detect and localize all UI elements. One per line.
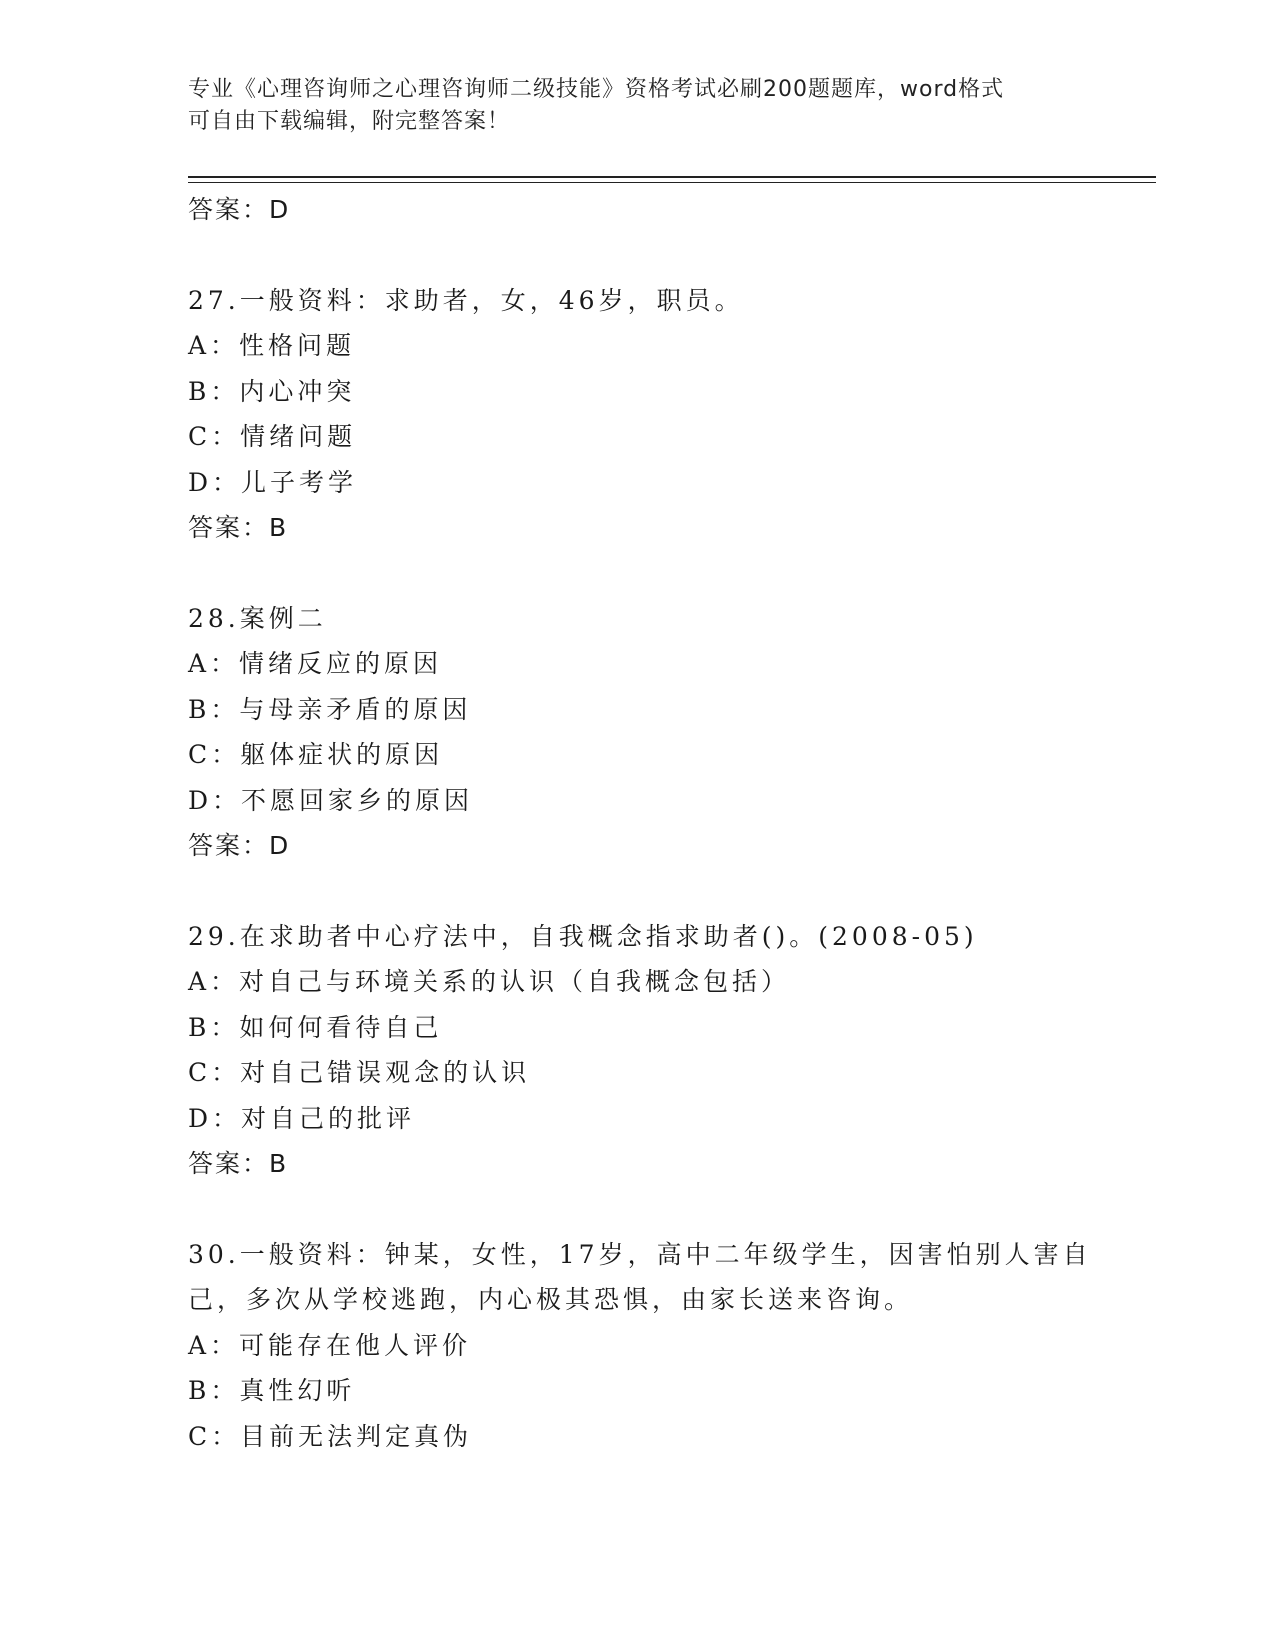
option-b: B：与母亲矛盾的原因 [188,694,472,724]
option-c: C：情绪问题 [188,422,357,451]
question-stem-line-1: 30.一般资料：钟某，女性，17岁，高中二年级学生，因害怕别人害自 [188,1239,1092,1269]
option-d: D：对自己的批评 [188,1103,416,1133]
spacer [188,869,1128,914]
header-divider-thick [188,176,1156,178]
document-header [188,74,1088,138]
option-a: A：情绪反应的原因 [188,649,443,678]
answer: 答案：B [188,513,289,542]
header-line-1: 专业《心理咨询师之心理咨询师二级技能》资格考试必刷200题题库，word格式 [188,77,1005,102]
option-a: A：对自己与环境关系的认识（自我概念包括） [188,967,791,996]
option-a: A：性格问题 [188,331,356,360]
option-c: C：躯体症状的原因 [188,740,444,769]
option-b: B：真性幻听 [188,1376,356,1405]
option-c: C：对自己错误观念的认识 [188,1058,531,1087]
question-30 [188,1232,1128,1460]
question-29 [188,914,1128,1187]
spacer [188,233,1128,278]
option-c: C：目前无法判定真伪 [188,1421,473,1451]
question-stem: 27.一般资料：求助者，女，46岁，职员。 [188,285,744,315]
question-stem: 29.在求助者中心疗法中，自我概念指求助者()。(2008-05) [188,921,978,951]
question-27 [188,278,1128,551]
question-28 [188,596,1128,869]
option-d: D：儿子考学 [188,467,358,497]
answer: 答案：B [188,1149,289,1178]
option-b: B：如何何看待自己 [188,1012,443,1042]
previous-answer: 答案：D [188,195,291,224]
option-a: A：可能存在他人评价 [188,1330,472,1360]
header-line-2: 可自由下载编辑，附完整答案！ [188,109,511,134]
answer: 答案：D [188,831,291,860]
spacer [188,1187,1128,1232]
question-list [188,187,1128,1459]
spacer [188,551,1128,596]
question-stem-line-2: 己，多次从学校逃跑，内心极其恐惧，由家长送来咨询。 [188,1285,914,1314]
option-b: B：内心冲突 [188,376,356,406]
header-divider-thin [188,182,1156,183]
option-d: D：不愿回家乡的原因 [188,785,474,815]
question-stem: 28.案例二 [188,603,327,633]
